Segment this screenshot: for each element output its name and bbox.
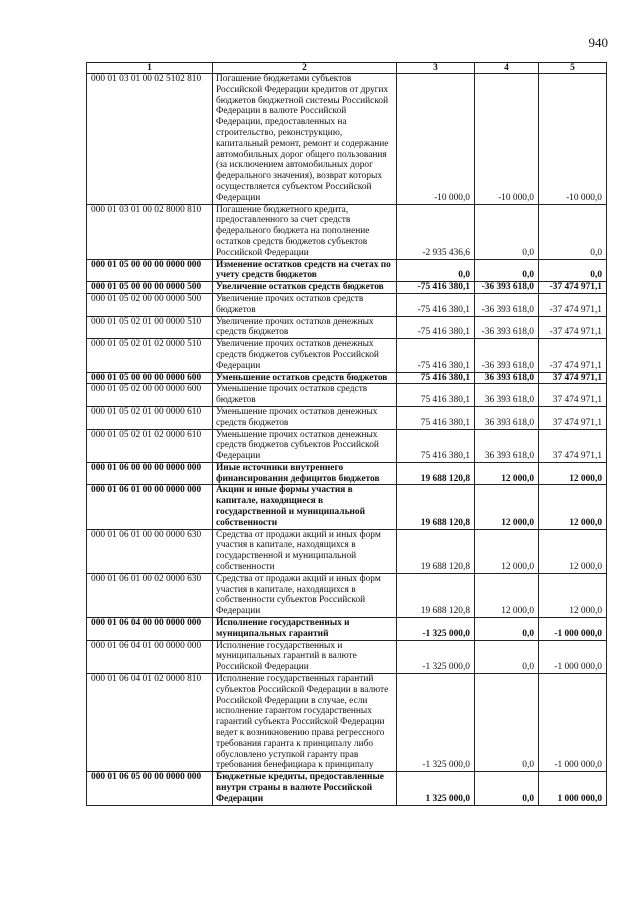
amount-col3-cell: 19 688 120,8 (397, 529, 475, 573)
amount-col3-cell: -75 416 380,1 (397, 339, 475, 372)
amount-col3-cell: 75 416 380,1 (397, 429, 475, 462)
table-row (87, 529, 607, 573)
table-row (87, 406, 607, 429)
column-header: 5 (539, 63, 607, 74)
amount-col3-cell: 1 325 000,0 (397, 772, 475, 805)
item-name-cell: Увеличение остатков средств бюджетов (213, 282, 397, 294)
amount-col5-cell: 0,0 (539, 259, 607, 282)
amount-col4-cell: -36 393 618,0 (475, 339, 539, 372)
table-row (87, 293, 607, 316)
table-row (87, 462, 607, 485)
amount-col3-cell: -1 325 000,0 (397, 618, 475, 641)
budget-code-cell: 000 01 06 01 00 00 0000 000 (87, 485, 213, 529)
amount-col3-cell: -2 935 436,6 (397, 204, 475, 259)
amount-col3-cell: 75 416 380,1 (397, 384, 475, 407)
table-row (87, 316, 607, 339)
amount-col4-cell: -36 393 618,0 (475, 293, 539, 316)
budget-code-cell: 000 01 05 00 00 00 0000 600 (87, 372, 213, 384)
item-name-cell: Бюджетные кредиты, предоставленные внутри страны в валюте Российской Федерации (213, 772, 397, 805)
amount-col4-cell: 36 393 618,0 (475, 372, 539, 384)
column-header: 4 (475, 63, 539, 74)
table-row (87, 339, 607, 372)
amount-col5-cell: 37 474 971,1 (539, 406, 607, 429)
column-header: 2 (213, 63, 397, 74)
amount-col4-cell: 12 000,0 (475, 573, 539, 617)
table-row (87, 372, 607, 384)
amount-col3-cell: -75 416 380,1 (397, 316, 475, 339)
amount-col5-cell: 12 000,0 (539, 529, 607, 573)
budget-code-cell: 000 01 05 00 00 00 0000 500 (87, 282, 213, 294)
amount-col4-cell: 0,0 (475, 204, 539, 259)
amount-col5-cell: 1 000 000,0 (539, 772, 607, 805)
amount-col4-cell: 36 393 618,0 (475, 429, 539, 462)
amount-col4-cell: -36 393 618,0 (475, 282, 539, 294)
item-name-cell: Изменение остатков средств на счетах по учету средств бюджетов (213, 259, 397, 282)
table-row (87, 429, 607, 462)
budget-code-cell: 000 01 03 01 00 02 8000 810 (87, 204, 213, 259)
item-name-cell: Увеличение прочих остатков денежных средств бюджетов (213, 316, 397, 339)
amount-col3-cell: 19 688 120,8 (397, 573, 475, 617)
item-name-cell: Исполнение государственных и муниципальных гарантий (213, 618, 397, 641)
amount-col5-cell: -1 000 000,0 (539, 618, 607, 641)
amount-col4-cell: 0,0 (475, 259, 539, 282)
item-name-cell: Уменьшение прочих остатков денежных средств бюджетов субъектов Российской Федерации (213, 429, 397, 462)
amount-col5-cell: -37 474 971,1 (539, 316, 607, 339)
budget-code-cell: 000 01 05 02 01 02 0000 610 (87, 429, 213, 462)
item-name-cell: Уменьшение остатков средств бюджетов (213, 372, 397, 384)
amount-col5-cell: 0,0 (539, 204, 607, 259)
budget-code-cell: 000 01 06 04 00 00 0000 000 (87, 618, 213, 641)
item-name-cell: Иные источники внутреннего финансирования дефицитов бюджетов (213, 462, 397, 485)
amount-col4-cell: 36 393 618,0 (475, 384, 539, 407)
column-header: 1 (87, 63, 213, 74)
amount-col5-cell: 12 000,0 (539, 485, 607, 529)
amount-col4-cell: -10 000,0 (475, 74, 539, 205)
page-number: 940 (588, 35, 608, 50)
amount-col4-cell: 36 393 618,0 (475, 406, 539, 429)
amount-col3-cell: -10 000,0 (397, 74, 475, 205)
item-name-cell: Погашение бюджетного кредита, предоставленного за счет средств федерального бюджета на пополнение остатков средств бюджетов субъектов Российской Федерации (213, 204, 397, 259)
amount-col4-cell: 12 000,0 (475, 462, 539, 485)
table-row (87, 485, 607, 529)
header-row (87, 63, 607, 74)
amount-col3-cell: 0,0 (397, 259, 475, 282)
budget-code-cell: 000 01 06 01 00 00 0000 630 (87, 529, 213, 573)
budget-code-cell: 000 01 03 01 00 02 5102 810 (87, 74, 213, 205)
amount-col3-cell: 19 688 120,8 (397, 485, 475, 529)
amount-col5-cell: -1 000 000,0 (539, 640, 607, 673)
table-row (87, 640, 607, 673)
amount-col3-cell: 75 416 380,1 (397, 406, 475, 429)
item-name-cell: Исполнение государственных гарантий субъектов Российской Федерации в валюте Российской Федерации в случае, если исполнение гарантом государственных гарантий субъекта Российской Федерации ведет к возникновению права регрессного требования гаранта к принципалу либо обусловлено уступкой гаранту прав требования бенефициара к принципалу (213, 674, 397, 772)
budget-code-cell: 000 01 06 01 00 02 0000 630 (87, 573, 213, 617)
amount-col5-cell: -10 000,0 (539, 74, 607, 205)
budget-code-cell: 000 01 06 04 01 00 0000 000 (87, 640, 213, 673)
table-row (87, 674, 607, 772)
table-row (87, 259, 607, 282)
amount-col5-cell: -37 474 971,1 (539, 339, 607, 372)
amount-col5-cell: 12 000,0 (539, 573, 607, 617)
table-row (87, 282, 607, 294)
amount-col3-cell: -75 416 380,1 (397, 282, 475, 294)
table-row (87, 204, 607, 259)
amount-col5-cell: 37 474 971,1 (539, 384, 607, 407)
amount-col3-cell: -1 325 000,0 (397, 674, 475, 772)
item-name-cell: Увеличение прочих остатков средств бюджетов (213, 293, 397, 316)
budget-code-cell: 000 01 05 02 01 00 0000 510 (87, 316, 213, 339)
item-name-cell: Погашение бюджетами субъектов Российской Федерации кредитов от других бюджетов бюджетной системы Российской Федерации в валюте Российской Федерации, предоставленных на строительство, реконструкцию, капитальный ремонт, ремонт и содержание автомобильных дорог общего пользования (за исключением автомобильных дорог федерального значения), возврат которых осуществляется субъектом Российской Федерации (213, 74, 397, 205)
amount-col5-cell: -1 000 000,0 (539, 674, 607, 772)
item-name-cell: Исполнение государственных и муниципальных гарантий в валюте Российской Федерации (213, 640, 397, 673)
table-row (87, 74, 607, 205)
amount-col4-cell: 0,0 (475, 772, 539, 805)
budget-code-cell: 000 01 05 02 00 00 0000 600 (87, 384, 213, 407)
amount-col3-cell: -1 325 000,0 (397, 640, 475, 673)
item-name-cell: Акции и иные формы участия в капитале, находящиеся в государственной и муниципальной собственности (213, 485, 397, 529)
item-name-cell: Увеличение прочих остатков денежных средств бюджетов субъектов Российской Федерации (213, 339, 397, 372)
budget-code-cell: 000 01 05 02 00 00 0000 500 (87, 293, 213, 316)
amount-col5-cell: 37 474 971,1 (539, 429, 607, 462)
table-row (87, 573, 607, 617)
amount-col3-cell: 19 688 120,8 (397, 462, 475, 485)
budget-code-cell: 000 01 05 00 00 00 0000 000 (87, 259, 213, 282)
amount-col4-cell: -36 393 618,0 (475, 316, 539, 339)
amount-col4-cell: 12 000,0 (475, 529, 539, 573)
column-header: 3 (397, 63, 475, 74)
item-name-cell: Средства от продажи акций и иных форм участия в капитале, находящихся в государственной и муниципальной собственности (213, 529, 397, 573)
amount-col4-cell: 0,0 (475, 618, 539, 641)
amount-col5-cell: 37 474 971,1 (539, 372, 607, 384)
item-name-cell: Уменьшение прочих остатков средств бюджетов (213, 384, 397, 407)
amount-col4-cell: 0,0 (475, 640, 539, 673)
amount-col5-cell: -37 474 971,1 (539, 282, 607, 294)
amount-col4-cell: 12 000,0 (475, 485, 539, 529)
table-row (87, 384, 607, 407)
budget-code-cell: 000 01 05 02 01 02 0000 510 (87, 339, 213, 372)
table-row (87, 772, 607, 805)
amount-col3-cell: 75 416 380,1 (397, 372, 475, 384)
amount-col5-cell: -37 474 971,1 (539, 293, 607, 316)
budget-code-cell: 000 01 05 02 01 00 0000 610 (87, 406, 213, 429)
amount-col3-cell: -75 416 380,1 (397, 293, 475, 316)
budget-code-cell: 000 01 06 05 00 00 0000 000 (87, 772, 213, 805)
budget-code-cell: 000 01 06 04 01 02 0000 810 (87, 674, 213, 772)
budget-code-cell: 000 01 06 00 00 00 0000 000 (87, 462, 213, 485)
amount-col5-cell: 12 000,0 (539, 462, 607, 485)
table-row (87, 618, 607, 641)
budget-sources-table (86, 62, 607, 806)
item-name-cell: Средства от продажи акций и иных форм участия в капитале, находящихся в собственности субъектов Российской Федерации (213, 573, 397, 617)
amount-col4-cell: 0,0 (475, 674, 539, 772)
item-name-cell: Уменьшение прочих остатков денежных средств бюджетов (213, 406, 397, 429)
